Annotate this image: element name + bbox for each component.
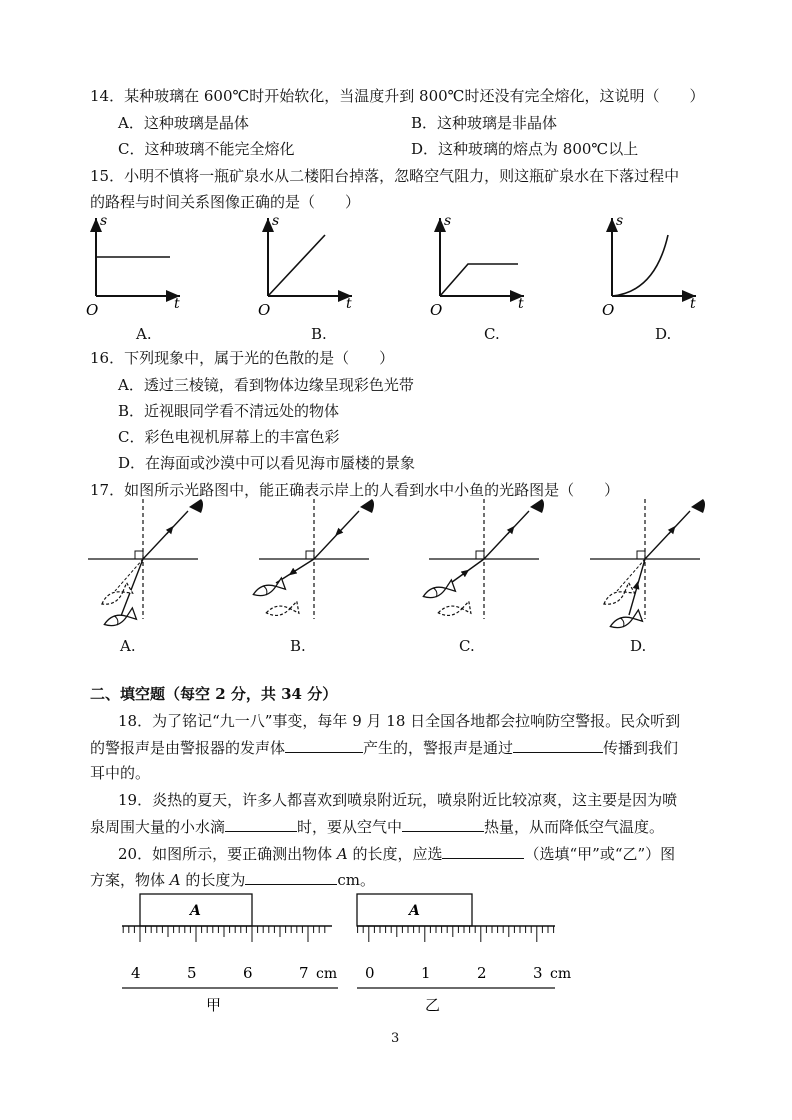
ruler-yi-tick-3: 3 [533, 964, 543, 982]
ruler-jia-tick-4: 4 [131, 964, 141, 982]
q20-blank-2[interactable] [245, 869, 337, 885]
q15-stem-2: 的路程与时间关系图像正确的是（ ） [90, 193, 361, 211]
ruler-yi-caption: 乙 [425, 996, 441, 1014]
diagram-d [590, 499, 705, 632]
graph-c [430, 213, 524, 319]
q18-line-2: 的警报声是由警报器的发声体 产生的，警报声是通过 传播到我们 [90, 739, 679, 757]
q19-line-2: 泉周围大量的小水滴 时，要从空气中 热量，从而降低空气温度。 [90, 818, 665, 836]
graph-a-t: t [174, 296, 180, 312]
ruler-jia-tick-5: 5 [187, 964, 197, 982]
section-2-title: 二、填空题（每空 2 分，共 34 分） [90, 685, 338, 703]
q16-stem: 16．下列现象中，属于光的色散的是（ ） [90, 349, 395, 367]
q17-stem: 17．如图所示光路图中，能正确表示岸上的人看到水中小鱼的光路图是（ ） [90, 481, 620, 499]
ruler-jia-object-label: A [190, 903, 201, 919]
q18-line-3: 耳中的。 [90, 764, 151, 782]
ruler-yi-tick-0: 0 [365, 964, 375, 982]
q19-blank-1[interactable] [225, 816, 297, 832]
q15-label-b: B. [311, 325, 327, 343]
q15-stem-1: 15．小明不慎将一瓶矿泉水从二楼阳台掉落，忽略空气阻力，则这瓶矿泉水在下落过程中 [90, 167, 680, 185]
q16-option-c: C．彩色电视机屏幕上的丰富色彩 [118, 428, 340, 446]
ruler-yi [357, 894, 571, 1014]
graph-b [258, 213, 352, 319]
graph-a-s: s [100, 213, 108, 229]
q16-option-d: D．在海面或沙漠中可以看见海市蜃楼的景象 [118, 454, 416, 472]
ruler-jia [122, 894, 338, 1014]
graph-c-t: t [518, 296, 524, 312]
q17-label-d: D. [630, 637, 647, 655]
q14-option-b: B．这种玻璃是非晶体 [411, 114, 558, 132]
q18-line-1: 18．为了铭记“九一八”事变，每年 9 月 18 日全国各地都会拉响防空警报。民众听到 [118, 712, 681, 730]
ruler-jia-ticks [123, 926, 325, 942]
ruler-yi-ticks [358, 926, 554, 942]
ruler-jia-unit: cm [316, 966, 338, 982]
diagram-a [88, 499, 203, 630]
graph-d [602, 213, 696, 319]
q18-blank-2[interactable] [513, 737, 603, 753]
graph-d-s: s [616, 213, 624, 229]
page-number: 3 [391, 1031, 400, 1046]
q19-blank-2[interactable] [402, 816, 484, 832]
q18-blank-1[interactable] [285, 737, 363, 753]
graph-c-o: O [430, 301, 443, 319]
ruler-yi-tick-2: 2 [477, 964, 487, 982]
graph-d-o: O [602, 301, 615, 319]
ruler-yi-object-label: A [409, 903, 420, 919]
q15-label-c: C. [484, 325, 500, 343]
graph-c-s: s [444, 213, 452, 229]
q14-option-c: C．这种玻璃不能完全熔化 [118, 140, 295, 158]
graph-b-t: t [346, 296, 352, 312]
q15-label-a: A. [136, 325, 152, 343]
graph-a [86, 213, 180, 319]
ruler-jia-object [140, 894, 252, 926]
q20-line-2: 方案，物体 A 的长度为 cm。 [90, 871, 376, 889]
q20-blank-1[interactable] [442, 843, 524, 859]
q17-label-c: C. [459, 637, 475, 655]
q14-option-a: A．这种玻璃是晶体 [118, 114, 249, 132]
diagram-b [251, 499, 374, 619]
graph-b-s: s [272, 213, 280, 229]
q20-line-1: 20．如图所示，要正确测出物体 A 的长度，应选 （选填“甲”或“乙”）图 [118, 845, 676, 863]
ruler-yi-tick-1: 1 [421, 964, 431, 982]
ruler-jia-tick-7: 7 [299, 964, 309, 982]
q17-label-b: B. [290, 637, 306, 655]
ruler-jia-caption: 甲 [206, 996, 222, 1014]
q16-option-a: A．透过三棱镜，看到物体边缘呈现彩色光带 [118, 376, 414, 394]
q15-label-d: D. [655, 325, 672, 343]
q17-label-a: A. [120, 637, 136, 655]
q19-line-1: 19．炎热的夏天，许多人都喜欢到喷泉附近玩，喷泉附近比较凉爽，这主要是因为喷 [118, 791, 678, 809]
graph-b-o: O [258, 301, 271, 319]
q14-stem: 14．某种玻璃在 600℃时开始软化，当温度升到 800℃时还没有完全熔化，这说明（ ） [90, 87, 705, 105]
ruler-yi-object [357, 894, 472, 926]
q14-option-d: D．这种玻璃的熔点为 800℃以上 [411, 140, 639, 158]
ruler-jia-tick-6: 6 [243, 964, 253, 982]
graph-d-t: t [690, 296, 696, 312]
ruler-yi-unit: cm [550, 966, 572, 982]
diagram-c [421, 499, 544, 619]
graph-a-o: O [86, 301, 99, 319]
q16-option-b: B．近视眼同学看不清远处的物体 [118, 402, 340, 420]
